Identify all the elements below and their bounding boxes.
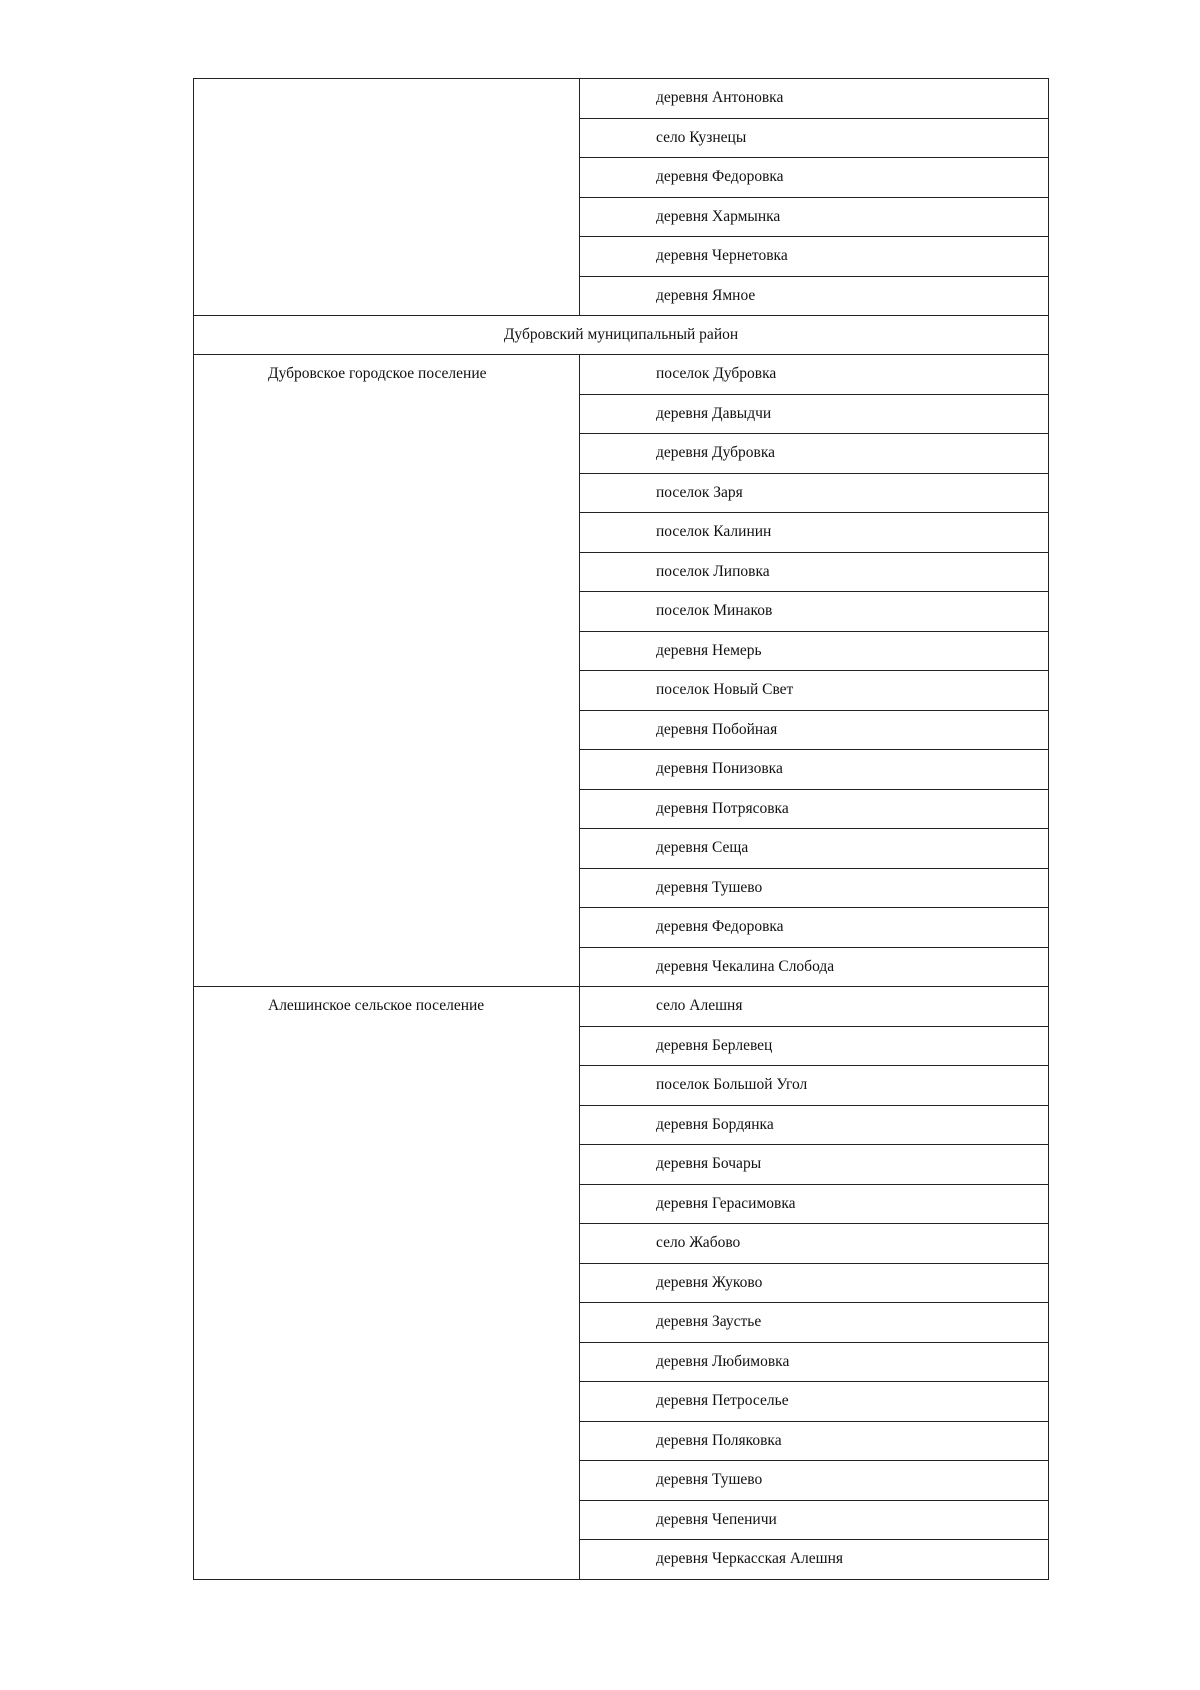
locality-cell: деревня Хармынка <box>580 197 1049 237</box>
district-title: Дубровский муниципальный район <box>194 316 1049 355</box>
locality-cell: поселок Заря <box>580 473 1049 513</box>
locality-cell: деревня Антоновка <box>580 79 1049 119</box>
locality-cell: деревня Давыдчи <box>580 394 1049 434</box>
settlements-table-body <box>194 79 1049 1580</box>
locality-cell: деревня Чекалина Слобода <box>580 947 1049 987</box>
locality-cell: деревня Берлевец <box>580 1026 1049 1066</box>
locality-cell: село Жабово <box>580 1224 1049 1264</box>
locality-cell: деревня Любимовка <box>580 1342 1049 1382</box>
locality-cell: деревня Потрясовка <box>580 789 1049 829</box>
locality-cell: деревня Федоровка <box>580 158 1049 198</box>
locality-cell: деревня Черкасская Алешня <box>580 1540 1049 1580</box>
locality-cell: деревня Бордянка <box>580 1105 1049 1145</box>
locality-cell: деревня Федоровка <box>580 908 1049 948</box>
locality-cell: деревня Заустье <box>580 1303 1049 1343</box>
locality-cell: деревня Побойная <box>580 710 1049 750</box>
settlement-name: Алешинское сельское поселение <box>194 987 580 1580</box>
locality-cell: деревня Ямное <box>580 276 1049 316</box>
locality-cell: деревня Чернетовка <box>580 237 1049 277</box>
locality-cell: поселок Калинин <box>580 513 1049 553</box>
table-row <box>194 355 1049 395</box>
locality-cell: поселок Липовка <box>580 552 1049 592</box>
locality-cell: деревня Тушево <box>580 1461 1049 1501</box>
settlement-name: Дубровское городское поселение <box>194 355 580 987</box>
locality-cell: поселок Большой Угол <box>580 1066 1049 1106</box>
locality-cell: деревня Тушево <box>580 868 1049 908</box>
locality-cell: деревня Сеща <box>580 829 1049 869</box>
locality-cell: деревня Немерь <box>580 631 1049 671</box>
table-row <box>194 79 1049 119</box>
district-row <box>194 316 1049 355</box>
locality-cell: поселок Новый Свет <box>580 671 1049 711</box>
locality-cell: поселок Дубровка <box>580 355 1049 395</box>
settlement-cell-empty <box>194 79 580 316</box>
settlements-table <box>193 78 1049 1580</box>
locality-cell: деревня Дубровка <box>580 434 1049 474</box>
locality-cell: поселок Минаков <box>580 592 1049 632</box>
locality-cell: деревня Поляковка <box>580 1421 1049 1461</box>
table-row <box>194 987 1049 1027</box>
locality-cell: деревня Жуково <box>580 1263 1049 1303</box>
locality-cell: деревня Петроселье <box>580 1382 1049 1422</box>
locality-cell: деревня Бочары <box>580 1145 1049 1185</box>
locality-cell: деревня Понизовка <box>580 750 1049 790</box>
locality-cell: деревня Герасимовка <box>580 1184 1049 1224</box>
locality-cell: село Кузнецы <box>580 118 1049 158</box>
locality-cell: село Алешня <box>580 987 1049 1027</box>
document-page <box>193 78 1048 1580</box>
locality-cell: деревня Чепеничи <box>580 1500 1049 1540</box>
